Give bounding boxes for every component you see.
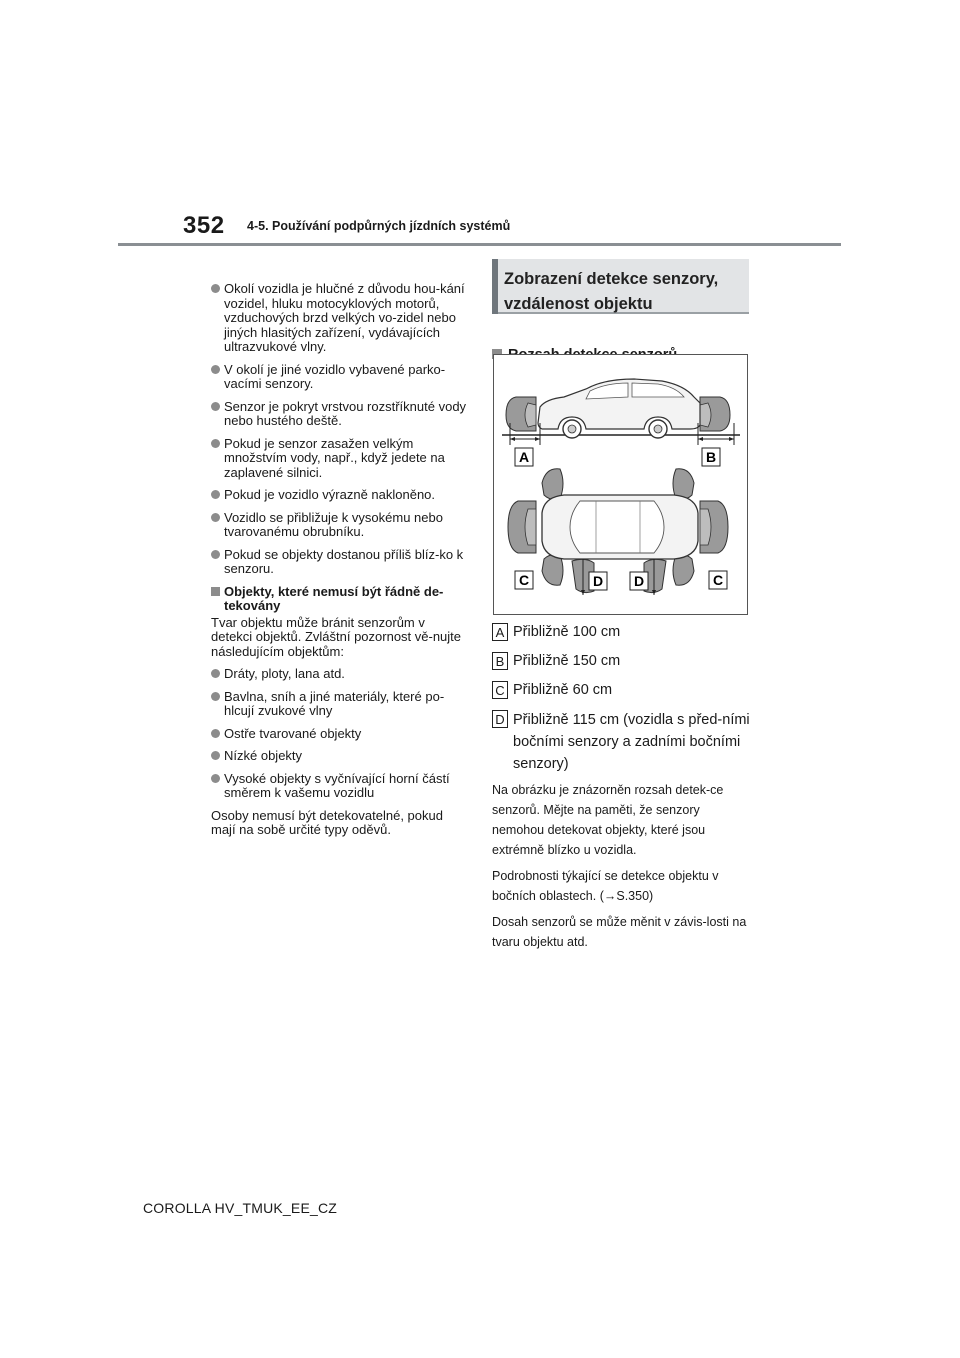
section-heading-box [492, 259, 749, 314]
legend-key: D [492, 710, 508, 728]
heading-accent-bar [492, 259, 498, 314]
paragraph: Osoby nemusí být detekovatelné, pokud mají na sobě určité typy oděvů. [211, 807, 443, 837]
subheading: Objekty, které nemusí být řádně de-tekovány [211, 585, 467, 614]
note-paragraph: Na obrázku je znázorněn rozsah detek-ce senzorů. Mějte na paměti, že senzory nemohou detekovat objekty, které jsou extrémně blízko u vozidla. [492, 783, 724, 857]
list-item: Ostře tvarované objekty [211, 727, 467, 742]
sensor-range-figure [493, 354, 748, 615]
legend [492, 622, 754, 783]
list-item: Vozidlo se přibližuje k vysokému nebo tvarovanému obrubníku. [211, 511, 467, 540]
legend-item: A Přibližně 100 cm [492, 622, 754, 643]
list-item: Dráty, ploty, lana atd. [211, 667, 467, 682]
list-item: Pokud je vozidlo výrazně nakloněno. [211, 488, 467, 503]
bullet-icon [211, 692, 220, 701]
svg-text:B: B [705, 449, 717, 465]
svg-text:D: D [633, 573, 645, 589]
label-d-right [630, 572, 648, 590]
bullet-icon [211, 729, 220, 738]
bullet-icon [211, 402, 220, 411]
svg-text:C: C [712, 572, 724, 588]
bullet-icon [211, 751, 220, 760]
notes [492, 780, 754, 958]
list-item: Bavlna, sníh a jiné materiály, které po-hlcují zvukové vlny [211, 690, 467, 719]
note-paragraph: Podrobnosti týkající se detekce objektu v bočních oblastech. (→S.350) [492, 869, 719, 903]
top-view-car [508, 469, 728, 595]
bullet-icon [211, 669, 220, 678]
legend-key: A [492, 623, 508, 641]
bullet-icon [211, 513, 220, 522]
section-title: 4-5. Používání podpůrných jízdních systémů [247, 219, 511, 233]
legend-item: C Přibližně 60 cm [492, 680, 754, 701]
list-item: Pokud se objekty dostanou příliš blíz-ko k senzoru. [211, 548, 467, 577]
paragraph: Tvar objektu může bránit senzorům v detekci objektů. Zvláštní pozornost vě-nujte následujícím objektům: [211, 614, 462, 659]
square-bullet-icon [211, 587, 220, 596]
bullet-icon [211, 365, 220, 374]
list-item: Senzor je pokryt vrstvou rozstříknuté vody nebo hustého deště. [211, 400, 467, 429]
section-heading: Zobrazení detekce senzory, vzdálenost objektu [504, 270, 719, 313]
footer: COROLLA HV_TMUK_EE_CZ [143, 1200, 338, 1216]
label-b [702, 448, 720, 466]
legend-key: C [492, 681, 508, 699]
label-d-left [589, 572, 607, 590]
svg-text:C: C [518, 572, 530, 588]
page-number: 352 [183, 212, 225, 239]
bullet-icon [211, 490, 220, 499]
label-c-right [709, 571, 727, 589]
label-a [515, 448, 533, 466]
list-item: Okolí vozidla je hlučné z důvodu hou-kání vozidel, hluku motocyklových motorů, vzduchových brzd velkých vo-zidel nebo jiných hlasitých zařízení, vydávajících ultrazvukové vlny. [211, 282, 467, 355]
bullet-icon [211, 550, 220, 559]
side-view-car [502, 379, 740, 445]
svg-text:A: A [518, 449, 530, 465]
label-c-left [515, 571, 533, 589]
list-item: Vysoké objekty s vyčnívající horní částí směrem k vašemu vozidlu [211, 772, 467, 801]
header-rule [118, 243, 841, 246]
bullet-icon [211, 774, 220, 783]
list-item: Pokud je senzor zasažen velkým množstvím vody, např., když jedete na zaplavené silnici. [211, 437, 467, 481]
bullet-icon [211, 284, 220, 293]
note-paragraph: Dosah senzorů se může měnit v závis-losti na tvaru objektu atd. [492, 915, 747, 949]
legend-key: B [492, 652, 508, 670]
legend-item: D Přibližně 115 cm (vozidla s před-ními bočními senzory a zadními bočními senzory) [492, 709, 754, 775]
left-column [211, 282, 467, 846]
list-item: V okolí je jiné vozidlo vybavené parko-vacími senzory. [211, 363, 467, 392]
list-item: Nízké objekty [211, 749, 467, 764]
svg-text:D: D [592, 573, 604, 589]
legend-item: B Přibližně 150 cm [492, 651, 754, 672]
bullet-icon [211, 439, 220, 448]
sensor-diagram [494, 355, 747, 614]
